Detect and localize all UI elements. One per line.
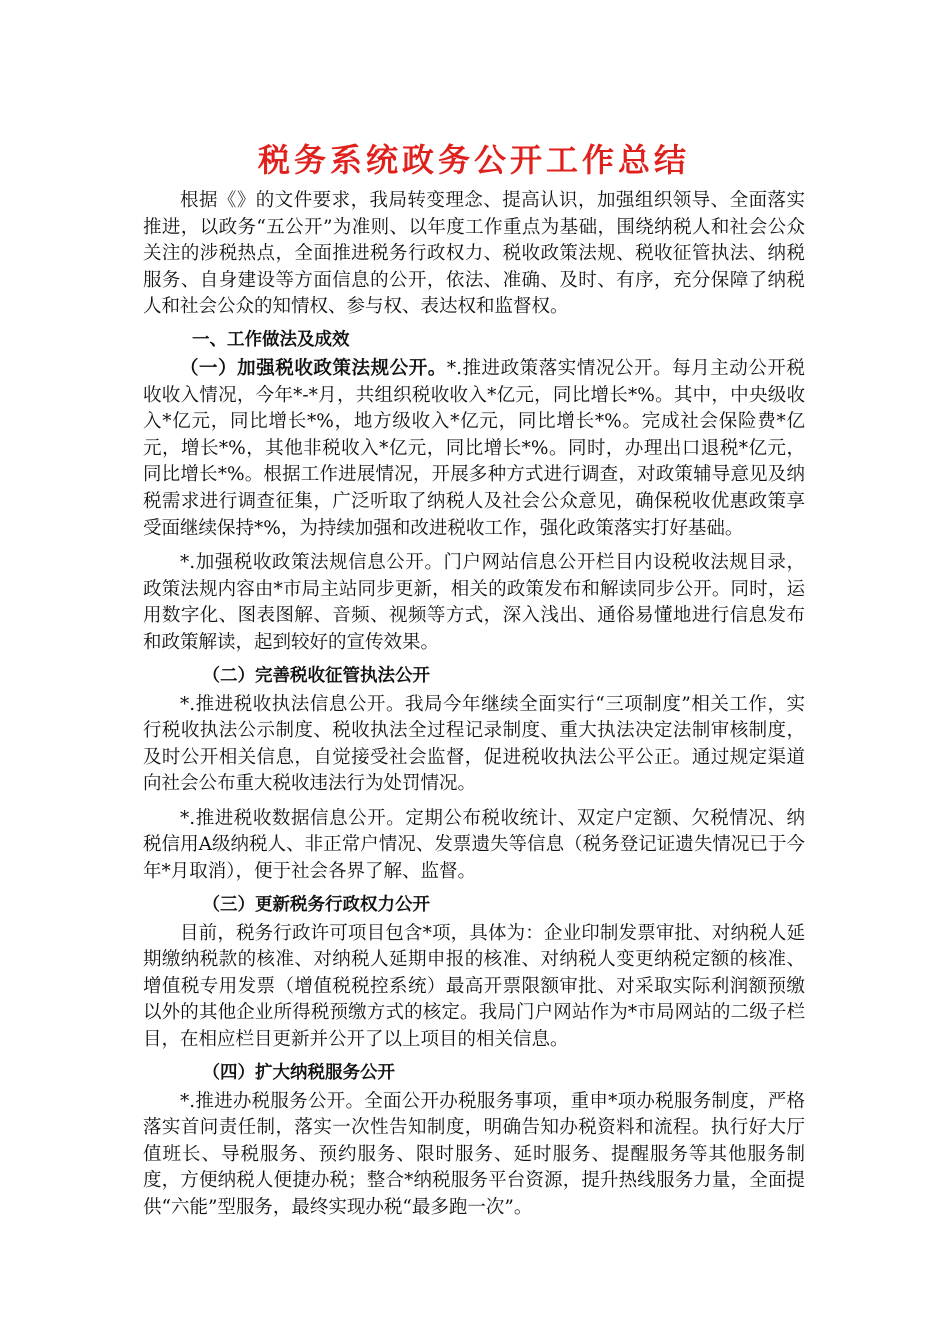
subsection-3-heading: （三）更新税务行政权力公开 xyxy=(202,894,430,915)
subsection-1-paragraph-2: *.加强税收政策法规信息公开。门户网站信息公开栏目内设税收法规目录，政策法规内容由*市局主站同步更新，相关的政策发布和解读同步公开。同时，运用数字化、图表图解、音频、视频等方式，深入浅出、通俗易懂地进行信息发布和政策解读，起到较好的宣传效果。 xyxy=(143,552,805,653)
subsection-2-heading: （二）完善税收征管执法公开 xyxy=(202,665,430,686)
subsection-1-text-1: *.推进政策落实情况公开。每月主动公开税收收入情况，今年*-*月，共组织税收收入*亿元，同比增长*%。其中，中央级收入*亿元，同比增长*%，地方级收入*亿元，同比增长*%。完成社会保险费*亿元，增长*%，其他非税收入*亿元，同比增长*%。同时，办理出口退税*亿元，同比增长*%。根据工作进展情况，开展多种方式进行调查，对政策辅导意见及纳税需求进行调查征集，广泛听取了纳税人及社会公众意见，确保税收优惠政策享受面继续保持*%，为持续加强和改进税收工作，强化政策落实打好基础。 xyxy=(143,357,805,539)
document-page xyxy=(143,140,805,1222)
section-heading: 一、工作做法及成效 xyxy=(192,329,350,350)
subsection-1-paragraph-1 xyxy=(143,356,805,542)
subsection-4-heading: （四）扩大纳税服务公开 xyxy=(202,1062,395,1083)
subsection-2-paragraph-1: *.推进税收执法信息公开。我局今年继续全面实行“三项制度”相关工作，实行税收执法公示制度、税收执法全过程记录制度、重大执法决定法制审核制度，及时公开相关信息，自觉接受社会监督，促进税收执法公平公正。通过规定渠道向社会公布重大税收违法行为处罚情况。 xyxy=(143,693,805,795)
subsection-4-paragraph-1: *.推进办税服务公开。全面公开办税服务事项，重申*项办税服务制度，严格落实首问责任制，落实一次性告知制度，明确告知办税资料和流程。执行好大厅值班长、导税服务、预约服务、限时服务、延时服务、提醒服务等其他服务制度，方便纳税人便捷办税；整合*纳税服务平台资源，提升热线服务力量，全面提供“六能”型服务，最终实现办税“最多跑一次”。 xyxy=(143,1090,805,1218)
subsection-2-paragraph-2: *.推进税收数据信息公开。定期公布税收统计、双定户定额、欠税情况、纳税信用A级纳税人、非正常户情况、发票遗失等信息（税务登记证遗失情况已于今年*月取消），便于社会各界了解、监督。 xyxy=(143,807,805,883)
intro-paragraph: 根据《》的文件要求，我局转变理念、提高认识，加强组织领导、全面落实推进，以政务“五公开”为准则、以年度工作重点为基础，围绕纳税人和社会公众关注的涉税热点，全面推进税务行政权力、税收政策法规、税收征管执法、纳税服务、自身建设等方面信息的公开，依法、准确、及时、有序，充分保障了纳税人和社会公众的知情权、参与权、表达权和监督权。 xyxy=(143,190,805,318)
subsection-3-paragraph-1: 目前，税务行政许可项目包含*项，具体为：企业印制发票审批、对纳税人延期缴纳税款的核准、对纳税人延期申报的核准、对纳税人变更纳税定额的核准、增值税专用发票（增值税税控系统）最高开票限额审批、对采取实际利润额预缴以外的其他企业所得税预缴方式的核定。我局门户网站作为*市局网站的二级子栏目，在相应栏目更新并公开了以上项目的相关信息。 xyxy=(143,922,805,1051)
document-title: 税务系统政务公开工作总结 xyxy=(257,141,690,179)
subsection-1-heading: （一）加强税收政策法规公开。 xyxy=(180,357,447,379)
